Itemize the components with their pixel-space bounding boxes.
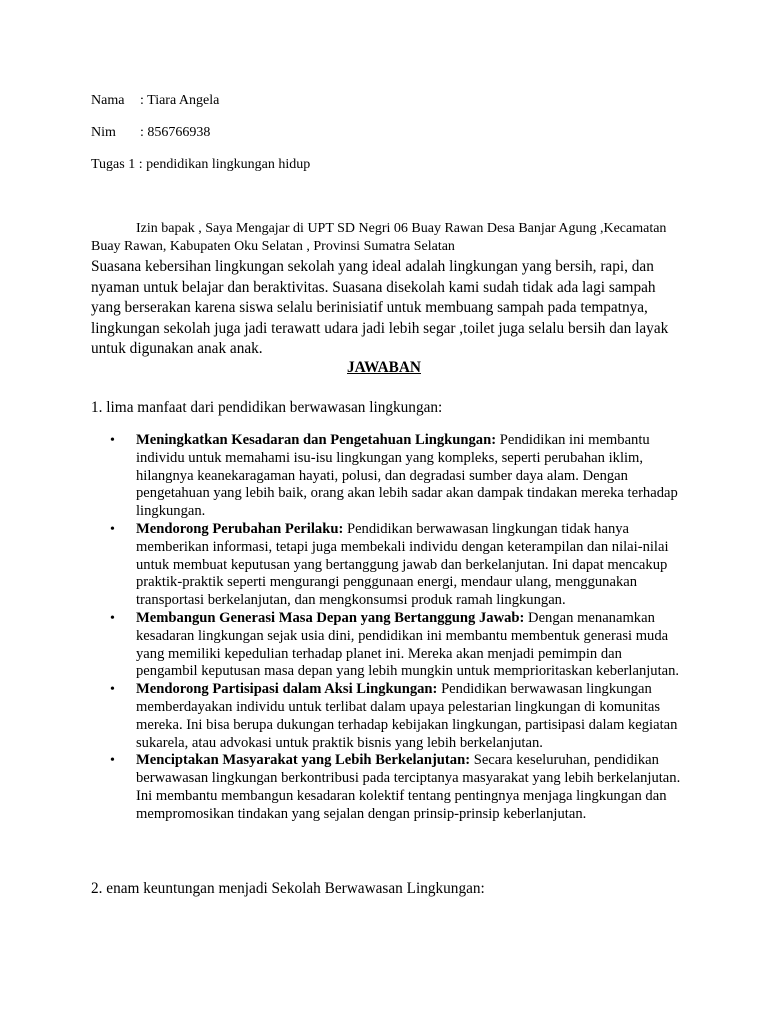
- item-text: Pendidikan berwawasan lingkungan memberdayakan individu untuk terlibat dalam upaya pelestarian lingkungan di komunitas mereka. Ini bisa berupa dukungan terhadap kebijakan lingkungan, partisipasi dalam kegiatan sukarela, atau advokasi untuk praktik bisnis yang lebih berkelanjutan.: [136, 681, 678, 751]
- bullet-icon: •: [110, 610, 115, 626]
- list-item: [110, 609, 681, 681]
- item-title: Mendorong Perubahan Perilaku:: [136, 520, 344, 537]
- intro-text: Izin bapak , Saya Mengajar di UPT SD Negri 06 Buay Rawan Desa Banjar Agung ,Kecamatan Buay Rawan, Kabupaten Oku Selatan , Provinsi Sumatra Selatan: [91, 221, 667, 254]
- tugas-label: Tugas 1: [91, 157, 136, 172]
- list-item: [110, 520, 681, 610]
- item-title: Menciptakan Masyarakat yang Lebih Berkelanjutan:: [136, 752, 471, 769]
- nama-label: Nama: [91, 93, 125, 108]
- body-paragraph: Suasana kebersihan lingkungan sekolah yang ideal adalah lingkungan yang bersih, rapi, dan nyaman untuk belajar dan beraktivitas. Suasana disekolah kami sudah tidak ada lagi sampah yang berserakan karena siswa selalu berinisiatif untuk membuang sampah pada tempatnya, lingkungan sekolah juga jadi terawatt udara jadi lebih segar ,toilet juga selalu bersih dan layak untuk digunakan anak anak.: [91, 258, 669, 357]
- item-title: Mendorong Partisipasi dalam Aksi Lingkungan:: [136, 681, 438, 698]
- intro-paragraph: [91, 220, 681, 256]
- item-text: Pendidikan berwawasan lingkungan tidak hanya memberikan informasi, tetapi juga membekali individu dengan keterampilan dan nilai-nilai untuk membuat keputusan yang bertanggung jawab dan berkelanjutan. Ini dapat mencakup praktik-praktik seperti mengurangi penggunaan energi, mendaur ulang, menggunakan transportasi berkelanjutan, dan mengkonsumsi produk ramah lingkungan.: [136, 520, 669, 609]
- nim-label: Nim: [91, 125, 116, 140]
- nim-value: : 856766938: [140, 125, 211, 140]
- answer-title: JAWABAN: [347, 359, 421, 376]
- nim-line: [91, 125, 210, 141]
- list-item: [110, 432, 681, 521]
- bullet-icon: •: [110, 433, 115, 448]
- item-text: Dengan menanamkan kesadaran lingkungan sejak usia dini, pendidikan ini membantu membentuk generasi muda yang memiliki kepedulian terhadap planet ini. Mereka akan menjadi pemimpin dan pengambil keputusan masa depan yang lebih mungkin untuk memprioritaskan keberlanjutan.: [136, 609, 680, 680]
- nama-line: [91, 93, 219, 109]
- nama-value: : Tiara Angela: [140, 93, 220, 108]
- list-item: [110, 681, 681, 752]
- list-item: [110, 752, 681, 823]
- benefit-list: [110, 432, 681, 824]
- bullet-icon: •: [110, 753, 115, 769]
- item-title: Membangun Generasi Masa Depan yang Bertanggung Jawab:: [136, 609, 525, 626]
- item-title: Meningkatkan Kesadaran dan Pengetahuan Lingkungan:: [136, 432, 497, 448]
- bullet-icon: •: [110, 521, 115, 537]
- tugas-value: : pendidikan lingkungan hidup: [138, 157, 311, 172]
- item-text: Pendidikan ini membantu individu untuk memahami isu-isu lingkungan yang kompleks, seperti perubahan iklim, hilangnya keanekaragaman hayati, polusi, dan degradasi sumber daya alam. Dengan pengetahuan yang lebih baik, orang akan lebih sadar akan dampak tindakan mereka terhadap lingkungan.: [136, 432, 678, 520]
- item-text: Secara keseluruhan, pendidikan berwawasan lingkungan berkontribusi pada terciptanya masyarakat yang lebih berkelanjutan. Ini membantu membangun kesadaran kolektif tentang pentingnya menjaga lingkungan dan mempromosikan tindakan yang sejalan dengan prinsip-prinsip keberlanjutan.: [136, 752, 681, 822]
- tugas-line: [91, 157, 310, 173]
- question-2: 2. enam keuntungan menjadi Sekolah Berwawasan Lingkungan:: [91, 880, 485, 897]
- question-1: 1. lima manfaat dari pendidikan berwawasan lingkungan:: [91, 399, 443, 416]
- bullet-icon: •: [110, 682, 115, 698]
